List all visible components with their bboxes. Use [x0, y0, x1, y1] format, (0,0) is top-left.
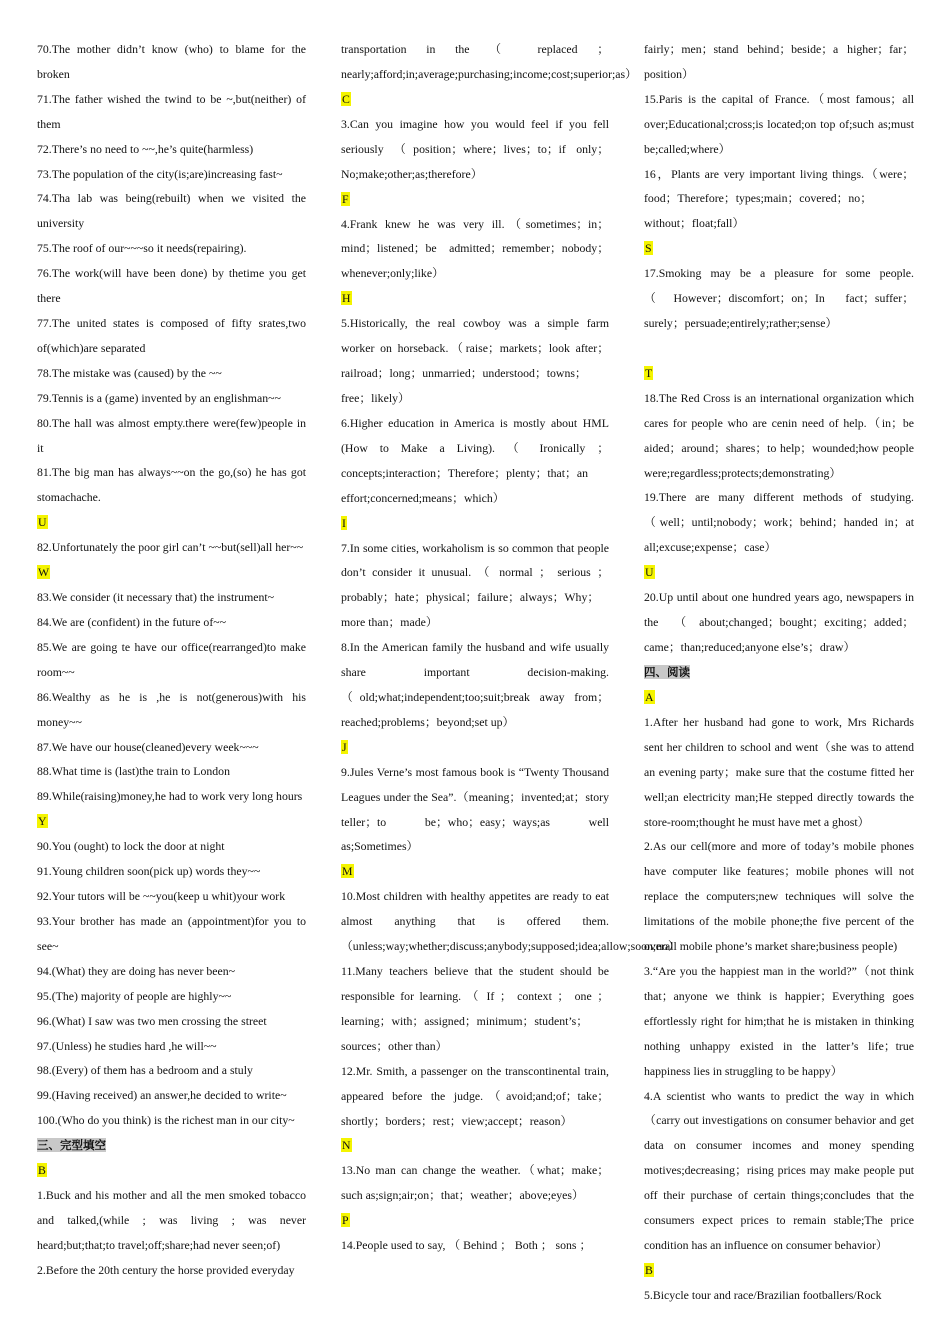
text-paragraph: 73.The population of the city(is;are)increasing fast~: [37, 166, 283, 181]
text-paragraph: 89.While(raising)money,he had to work very long hours: [37, 789, 303, 804]
text-paragraph: 6.Higher education in America is mostly about HML (How to Make a Living). （ Ironically ； concepts;interaction；Therefore；plenty；that；an effort;concerned;means；which）: [341, 415, 609, 505]
section-letter-line: [341, 1208, 609, 1233]
text-paragraph: 5.Bicycle tour and race/Brazilian footballers/Rock: [644, 1287, 882, 1302]
text-paragraph: 17.Smoking may be a pleasure for some people. （However；discomfort；on；In fact；suffer；surely；persuade;entirely;rather;sense）: [644, 266, 914, 331]
text-paragraph: fairly；men；stand behind；beside；a higher；far；position）: [644, 42, 914, 81]
text-paragraph: 11.Many teachers believe that the student should be responsible for learning. （ If ； context ； one ； learning；with；assigned；minimum；student’s；sources；other than）: [341, 964, 609, 1053]
text-paragraph: 84.We are (confident) in the future of~~: [37, 615, 227, 630]
text-paragraph: 10.Most children with healthy appetites are ready to eat almost anything that is offered them.（unless;way;whether;discuss;anybody;supposed;idea;allow;soon;no）: [341, 889, 680, 954]
section-letter-line: [341, 286, 609, 311]
text-paragraph: 92.Your tutors will be ~~you(keep u whit)your work: [37, 889, 286, 904]
text-paragraph: 95.(The) majority of people are highly~~: [37, 988, 232, 1003]
text-paragraph: 86.Wealthy as he is ,he is not(generous)with his money~~: [37, 689, 306, 729]
highlighted-section-letter: C: [342, 91, 350, 106]
section-letter-line: [644, 1258, 914, 1283]
section-letter-line: [644, 560, 914, 585]
highlighted-section-letter: H: [342, 291, 351, 306]
text-paragraph: 99.(Having received) an answer,he decided to write~: [37, 1088, 287, 1103]
text-paragraph: 98.(Every) of them has a bedroom and a stuly: [37, 1063, 253, 1078]
text-paragraph: 8.In the American family the husband and wife usually share important decision-making. （old;what;independent;too;suit;break away from；reached;problems；beyond;set up）: [341, 640, 609, 729]
text-paragraph: 9.Jules Verne’s most famous book is “Twenty Thousand Leagues under the Sea”.（meaning；invented;at；story teller；to be；who；easy；ways;as well as;Sometimes）: [341, 764, 609, 854]
text-paragraph: 100.(Who do you think) is the richest man in our city~: [37, 1113, 295, 1128]
section-letter-line: [644, 361, 914, 386]
text-paragraph: 75.The roof of our~~~so it needs(repairing).: [37, 241, 247, 256]
section-letter-line: [37, 809, 306, 834]
section-letter-line: [644, 685, 914, 710]
text-paragraph: 3.“Are you the happiest man in the world?”（not think that；anyone we think is happier；Everything goes effortlessly right for him;that he is mistaken in thinking nothing unhappy existed in the latter’s life；true happiness lies in struggling to be happy）: [644, 963, 914, 1078]
text-paragraph: 70.The mother didn’t know (who) to blame for the broken: [37, 42, 306, 81]
text-paragraph: 80.The hall was almost empty.there were(few)people in it: [37, 415, 306, 455]
text-paragraph: 2.As our cell(more and more of today’s mobile phones have computer like features；mobile phones will not replace the computers;new techniques will solve the limitations of the mobile phone;the five percent of the overall mobile phone’s market share;business people): [644, 839, 914, 954]
text-paragraph: 4.Frank knew he was very ill.（sometimes；in；mind；listened；be admitted；remember；nobody；whenever;only;like）: [341, 216, 609, 281]
text-paragraph: 20.Up until about one hundred years ago, newspapers in the （about;changed；bought；exciting；added；came；than;reduced;anyone else’s；draw）: [644, 590, 914, 655]
text-paragraph: 15.Paris is the capital of France.（most famous；all over;Educational;cross;is located;on top of;such as;must be;called;where）: [644, 91, 914, 156]
highlighted-section-letter: B: [645, 1262, 653, 1277]
section-letter-line: [341, 87, 609, 112]
highlighted-section-letter: Y: [38, 814, 47, 829]
column-right: [644, 37, 914, 1308]
text-paragraph: 87.We have our house(cleaned)every week~~~: [37, 739, 259, 754]
section-letter-line: [341, 511, 609, 536]
section-letter-line: [341, 735, 609, 760]
section-heading-line: [37, 1133, 306, 1158]
text-paragraph: 76.The work(will have been done) by thetime you get there: [37, 266, 306, 306]
highlighted-section-letter: U: [645, 565, 654, 580]
text-paragraph: 18.The Red Cross is an international organization which cares for people who are cenin need of help.（in；be aided；around；shares；to help；wounded;how people were;regardless;protects;demonstrating）: [644, 390, 914, 480]
section-letter-line: [37, 510, 306, 535]
section-letter-line: [37, 1158, 306, 1183]
text-paragraph: 82.Unfortunately the poor girl can’t ~~but(sell)all her~~: [37, 540, 304, 555]
highlighted-section-letter: F: [342, 191, 349, 206]
text-paragraph: 77.The united states is composed of fifty srates,two of(which)are separated: [37, 315, 306, 355]
text-paragraph: 91.Young children soon(pick up) words they~~: [37, 864, 261, 879]
highlighted-section-letter: A: [645, 689, 654, 704]
section-letter-line: [341, 1133, 609, 1158]
section-letter-line: [341, 859, 609, 884]
text-paragraph: 88.What time is (last)the train to London: [37, 764, 230, 779]
text-paragraph: 72.There’s no need to ~~,he’s quite(harmless): [37, 141, 254, 156]
text-paragraph: 5.Historically, the real cowboy was a simple farm worker on horseback.（raise；markets；look after；railroad；long；unmarried；understood；towns；free；likely）: [341, 316, 609, 405]
highlighted-section-letter: B: [38, 1163, 46, 1178]
column-left: [37, 37, 306, 1283]
text-paragraph: 94.(What) they are doing has never been~: [37, 963, 236, 978]
text-paragraph: 16，Plants are very important living things.（were；food；Therefore；types;main；covered；no；without；float;fall）: [644, 166, 914, 231]
text-paragraph: 2.Before the 20th century the horse provided everyday: [37, 1262, 295, 1277]
text-paragraph: 90.You (ought) to lock the door at night: [37, 839, 225, 854]
highlighted-section-letter: U: [38, 515, 47, 530]
text-paragraph: 79.Tennis is a (game) invented by an englishman~~: [37, 390, 281, 405]
highlighted-section-letter: M: [342, 864, 353, 879]
text-paragraph: 81.The big man has always~~on the go,(so) he has got stomachache.: [37, 465, 306, 505]
text-paragraph: 4.A scientist who wants to predict the way in which（carry out investigations on consumer behavior and get data on consumer incomes and money spending motives;decreasing；rising prices may make people put off their purchase of certain things;concludes that the consumers expect prices to remain stable;The price condition has an influence on consumer behavior）: [644, 1088, 914, 1252]
blank-line: [644, 336, 914, 361]
highlighted-section-letter: T: [645, 365, 653, 380]
text-paragraph: 74.Tha lab was being(rebuilt) when we visited the university: [37, 191, 306, 231]
text-paragraph: 12.Mr. Smith, a passenger on the transcontinental train, appeared before the judge.（avoid;and;of；take；shortly；borders；rest；view;accept；reason）: [341, 1063, 609, 1128]
text-paragraph: 85.We are going te have our office(rearranged)to make room~~: [37, 639, 306, 679]
text-paragraph: 83.We consider (it necessary that) the instrument~: [37, 590, 275, 605]
highlighted-section-letter: N: [342, 1138, 351, 1153]
section-letter-line: [341, 187, 609, 212]
text-paragraph: 13.No man can change the weather.（what；make；such as;sign;air;on；that；weather；above;eyes）: [341, 1163, 609, 1203]
highlighted-section-letter: S: [645, 241, 652, 256]
text-paragraph: 1.Buck and his mother and all the men smoked tobacco and talked,(while ; was living ; was never heard;but;that;to travel;off;share;had never seen;of): [37, 1188, 306, 1252]
highlighted-section-letter: J: [342, 739, 347, 754]
section-heading-line: [644, 660, 914, 685]
section-letter-line: [37, 560, 306, 585]
text-paragraph: 97.(Unless) he studies hard ,he will~~: [37, 1038, 217, 1053]
section-heading: 三、完型填空: [37, 1138, 106, 1153]
text-paragraph: 71.The father wished the twind to be ~,but(neither) of them: [37, 91, 306, 131]
highlighted-section-letter: P: [342, 1213, 349, 1228]
text-paragraph: 19.There are many different methods of studying.（well；until;nobody；work；behind；handed in；at all;excuse;expense；case）: [644, 490, 914, 555]
text-paragraph: 7.In some cities, workaholism is so common that people don’t consider it unusual. （ normal ； serious ； probably；hate；physical；failure；always；Why；more than；made）: [341, 540, 609, 630]
text-paragraph: transportation in the （ replaced ； nearly;afford;in;average;purchasing;income;cost;superior;as）: [341, 42, 637, 81]
highlighted-section-letter: W: [38, 565, 50, 580]
text-paragraph: 1.After her husband had gone to work, Mrs Richards sent her children to school and went（she was to attend an evening party；make sure that the costume fitted her well;an electricity man;He stepped directly towards the store-room;thought he must have met a ghost）: [644, 714, 914, 829]
text-paragraph: 96.(What) I saw was two men crossing the street: [37, 1013, 267, 1028]
text-paragraph: 3.Can you imagine how you would feel if you fell seriously （position；where；lives；to；if only；No;make;other;as;therefore）: [341, 116, 609, 181]
section-letter-line: [644, 236, 914, 261]
text-paragraph: 78.The mistake was (caused) by the ~~: [37, 365, 222, 380]
text-paragraph: 93.Your brother has made an (appointment)for you to see~: [37, 914, 306, 953]
highlighted-section-letter: I: [342, 515, 346, 530]
section-heading: 四、阅读: [644, 664, 690, 679]
text-paragraph: 14.People used to say, （ Behind ； Both ； sons ；: [341, 1238, 592, 1253]
